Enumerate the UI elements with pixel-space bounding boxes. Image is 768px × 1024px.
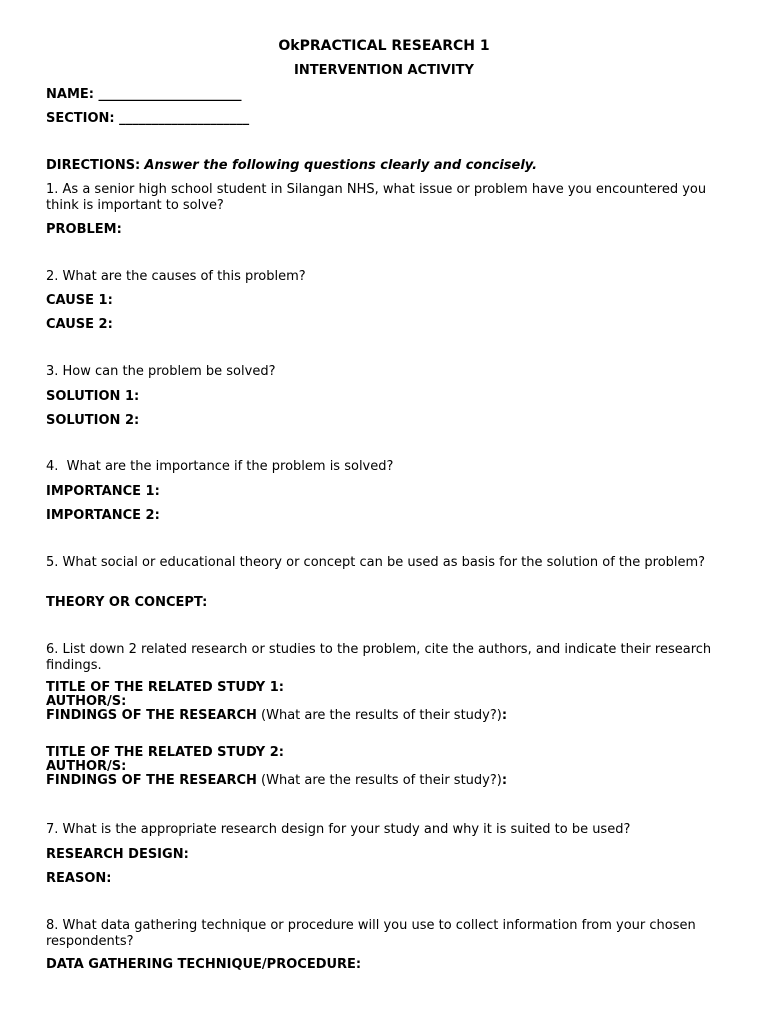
study-1-findings [46, 709, 736, 723]
section-label: SECTION: [46, 111, 115, 126]
study-2-author-label: AUTHOR/S: [46, 759, 127, 774]
question-5: 5. What social or educational theory or concept can be used as basis for the solution of the problem? [46, 555, 706, 570]
question-6: 6. List down 2 related research or studies to the problem, cite the authors, and indicate their research findings. [46, 642, 712, 673]
directions-label: DIRECTIONS: [46, 158, 141, 173]
study-1-findings-label: FINDINGS OF THE RESEARCH [46, 708, 257, 723]
question-8: 8. What data gathering technique or procedure will you use to collect information from your chosen respondents? [46, 918, 696, 949]
question-4: 4. What are the importance if the problem is solved? [46, 459, 394, 474]
question-1: 1. As a senior high school student in Silangan NHS, what issue or problem have you encountered you think is important to solve? [46, 182, 707, 213]
study-2-title-label: TITLE OF THE RELATED STUDY 2: [46, 745, 284, 760]
study-2-findings-colon: : [501, 773, 508, 788]
name-blank: ______________________ [98, 87, 242, 102]
section-field [46, 111, 736, 127]
name-field [46, 87, 736, 103]
study-1-author-label: AUTHOR/S: [46, 694, 127, 709]
section-blank: ____________________ [119, 111, 250, 126]
question-2: 2. What are the causes of this problem? [46, 269, 306, 284]
answer-label-theory: THEORY OR CONCEPT: [46, 595, 208, 610]
question-7: 7. What is the appropriate research design for your study and why it is suited to be used? [46, 822, 631, 837]
answer-label-problem: PROBLEM: [46, 222, 122, 237]
question-3: 3. How can the problem be solved? [46, 364, 276, 379]
directions-text: Answer the following questions clearly and concisely. [144, 158, 538, 173]
study-1-findings-colon: : [501, 708, 508, 723]
answer-label-cause-1: CAUSE 1: [46, 293, 113, 308]
answer-label-reason: REASON: [46, 871, 112, 886]
answer-label-solution-1: SOLUTION 1: [46, 389, 140, 404]
answer-label-data-gathering: DATA GATHERING TECHNIQUE/PROCEDURE: [46, 957, 362, 972]
answer-label-importance-2: IMPORTANCE 2: [46, 508, 160, 523]
directions [46, 158, 736, 174]
answer-label-importance-1: IMPORTANCE 1: [46, 484, 160, 499]
answer-label-research-design: RESEARCH DESIGN: [46, 847, 189, 862]
answer-label-solution-2: SOLUTION 2: [46, 413, 140, 428]
document-title: OkPRACTICAL RESEARCH 1 [278, 38, 490, 54]
answer-label-cause-2: CAUSE 2: [46, 317, 113, 332]
study-2-findings-hint: (What are the results of their study?) [256, 773, 502, 788]
name-label: NAME: [46, 87, 94, 102]
study-1-findings-hint: (What are the results of their study?) [256, 708, 502, 723]
study-1-title-label: TITLE OF THE RELATED STUDY 1: [46, 680, 284, 695]
study-2-findings-label: FINDINGS OF THE RESEARCH [46, 773, 257, 788]
document-subtitle: INTERVENTION ACTIVITY [294, 63, 474, 78]
study-2-findings [46, 774, 736, 788]
